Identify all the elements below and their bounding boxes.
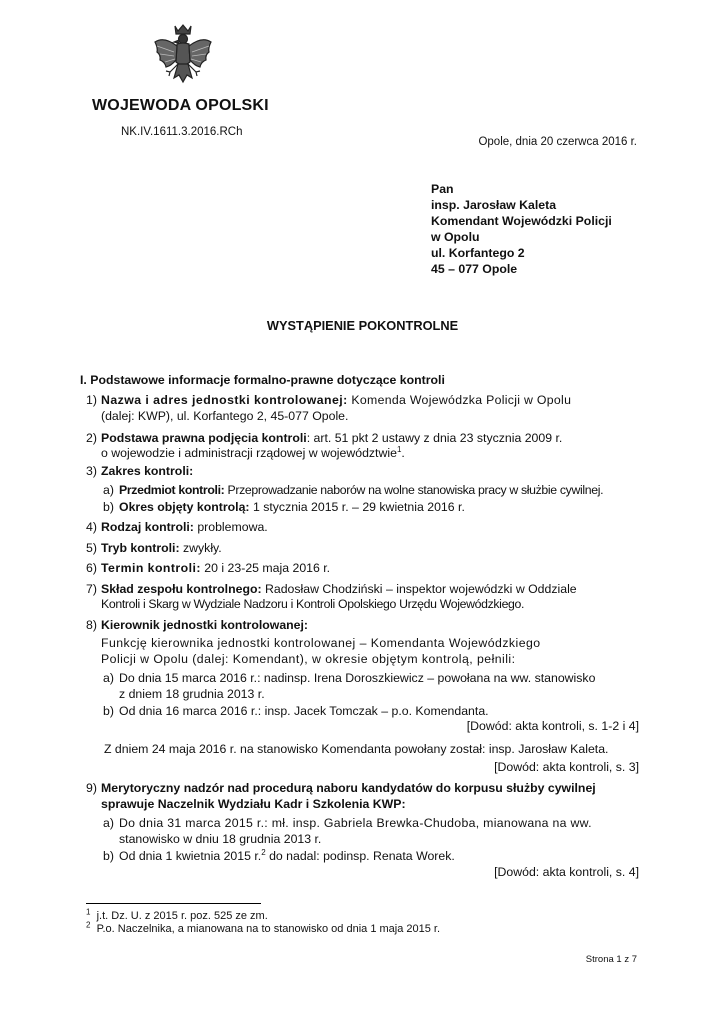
item-text: Komenda Wojewódzka Policji w Opolu — [347, 393, 572, 407]
item-text: : art. 51 pkt 2 ustawy z dnia 23 stycznia 2009 r. — [306, 431, 563, 445]
item-label: sprawuje Naczelnik Wydziału Kadr i Szkolenia KWP: — [101, 797, 406, 811]
subitem-text: Do dnia 15 marca 2016 r.: nadinsp. Irena Doroszkiewicz – powołana na ww. stanowisko — [119, 671, 596, 685]
item-text: problemowa. — [193, 520, 268, 534]
footnote-1 — [86, 907, 268, 922]
addressee-line: w Opolu — [431, 230, 480, 244]
footnote-ref: 2 — [261, 847, 266, 857]
addressee-block — [431, 181, 612, 277]
item-label: Zakres kontroli: — [101, 464, 194, 478]
note-text: Z dniem 24 maja 2016 r. na stanowisko Komendanta powołany został: insp. Jarosław Kaleta. — [104, 742, 609, 756]
addressee-line: ul. Korfantego 2 — [431, 246, 525, 260]
item-2-line-2 — [101, 446, 405, 462]
subitem-label: Okres objęty kontrolą: — [119, 500, 250, 514]
section-heading: I. Podstawowe informacje formalno-prawne dotyczące kontroli — [80, 373, 445, 387]
polish-eagle-emblem-icon — [152, 22, 214, 88]
subitem-text: do nadal: podinsp. Renata Worek. — [265, 849, 455, 863]
item-label: Kierownik jednostki kontrolowanej: — [101, 618, 309, 632]
item-text: Radosław Chodziński – inspektor wojewódzki w Oddziale — [261, 582, 577, 596]
subitem-letter: a) — [103, 483, 114, 497]
subitem-letter: a) — [103, 671, 114, 685]
evidence-reference: [Dowód: akta kontroli, s. 1-2 i 4] — [466, 719, 639, 733]
subitem-letter: b) — [103, 849, 114, 863]
item-number: 8) — [86, 618, 97, 632]
subitem-text: Przeprowadzanie naborów na wolne stanowiska pracy w służbie cywilnej. — [224, 483, 604, 497]
item-text: zwykły. — [179, 541, 222, 555]
subitem-text: z dniem 18 grudnia 2013 r. — [119, 687, 265, 701]
footnote-2 — [86, 920, 441, 935]
item-number: 1) — [86, 393, 97, 407]
item-label: Skład zespołu kontrolnego: — [101, 582, 262, 596]
subitem-letter: b) — [103, 704, 114, 718]
subitem-text: stanowisko w dniu 18 grudnia 2013 r. — [119, 832, 322, 846]
footnote-ref: 1 — [396, 444, 402, 454]
item-4-line — [101, 520, 268, 536]
subitem-text: Od dnia 1 kwietnia 2015 r. — [119, 849, 262, 863]
item-number: 2) — [86, 431, 97, 445]
item-number: 4) — [86, 520, 97, 534]
item-text: Policji w Opolu (dalej: Komendant), w okresie objętym kontrolą, pełnili: — [101, 652, 516, 666]
subitem-label: Przedmiot kontroli: — [119, 483, 225, 497]
subitem-letter: b) — [103, 500, 114, 514]
item-number: 3) — [86, 464, 97, 478]
evidence-reference: [Dowód: akta kontroli, s. 4] — [494, 865, 639, 879]
item-text: (dalej: KWP), ul. Korfantego 2, 45-077 Opole. — [101, 409, 349, 423]
item-label: Nazwa i adres jednostki kontrolowanej: — [101, 393, 348, 407]
footnote-number: 2 — [86, 920, 91, 930]
subitem-b-line — [119, 849, 455, 865]
item-number: 7) — [86, 582, 97, 596]
subitem-text: 1 stycznia 2015 r. – 29 kwietnia 2016 r. — [249, 500, 465, 514]
place-date: Opole, dnia 20 czerwca 2016 r. — [478, 136, 637, 148]
addressee-line: insp. Jarosław Kaleta — [431, 198, 557, 212]
organization-name: WOJEWODA OPOLSKI — [92, 97, 269, 114]
item-number: 5) — [86, 541, 97, 555]
item-text: . — [401, 446, 405, 460]
addressee-line: 45 – 077 Opole — [431, 262, 518, 276]
subitem-text: Do dnia 31 marca 2015 r.: mł. insp. Gabriela Brewka-Chudoba, mianowana na ww. — [119, 816, 592, 830]
item-2-line — [101, 431, 562, 447]
item-6-line — [101, 561, 330, 577]
addressee-line: Pan — [431, 182, 454, 196]
item-5-line — [101, 541, 222, 557]
item-text: 20 i 23-25 maja 2016 r. — [200, 561, 331, 575]
evidence-reference: [Dowód: akta kontroli, s. 3] — [494, 760, 639, 774]
subitem-text: Od dnia 16 marca 2016 r.: insp. Jacek Tomczak – p.o. Komendanta. — [119, 704, 489, 718]
item-label: Podstawa prawna podjęcia kontroli — [101, 431, 307, 445]
subitem-a-line — [119, 483, 603, 499]
item-1-line — [101, 393, 571, 409]
footnote-divider — [86, 903, 261, 904]
item-label: Rodzaj kontroli: — [101, 520, 194, 534]
item-text: Kontroli i Skarg w Wydziale Nadzoru i Kontroli Opolskiego Urzędu Wojewódzkiego. — [101, 597, 525, 611]
item-label: Merytoryczny nadzór nad procedurą naboru kandydatów do korpusu służby cywilnej — [101, 781, 596, 795]
document-signature: NK.IV.1611.3.2016.RCh — [121, 126, 243, 138]
page-number: Strona 1 z 7 — [585, 954, 637, 965]
item-label: Tryb kontroli: — [101, 541, 180, 555]
footnote-number: 1 — [86, 907, 91, 917]
document-title: WYSTĄPIENIE POKONTROLNE — [266, 318, 459, 333]
item-number: 9) — [86, 781, 97, 795]
footnote-text: P.o. Naczelnika, a mianowana na to stanowisko od dnia 1 maja 2015 r. — [96, 923, 441, 935]
item-text: o wojewodzie i administracji rządowej w województwie — [101, 446, 397, 460]
subitem-b-line — [119, 500, 465, 516]
addressee-line: Komendant Wojewódzki Policji — [431, 214, 612, 228]
item-number: 6) — [86, 561, 97, 575]
item-7-line — [101, 582, 577, 598]
subitem-letter: a) — [103, 816, 114, 830]
footnote-text: j.t. Dz. U. z 2015 r. poz. 525 ze zm. — [96, 910, 268, 922]
item-label: Termin kontroli: — [101, 561, 201, 575]
item-text: Funkcję kierownika jednostki kontrolowanej – Komendanta Wojewódzkiego — [101, 636, 541, 650]
